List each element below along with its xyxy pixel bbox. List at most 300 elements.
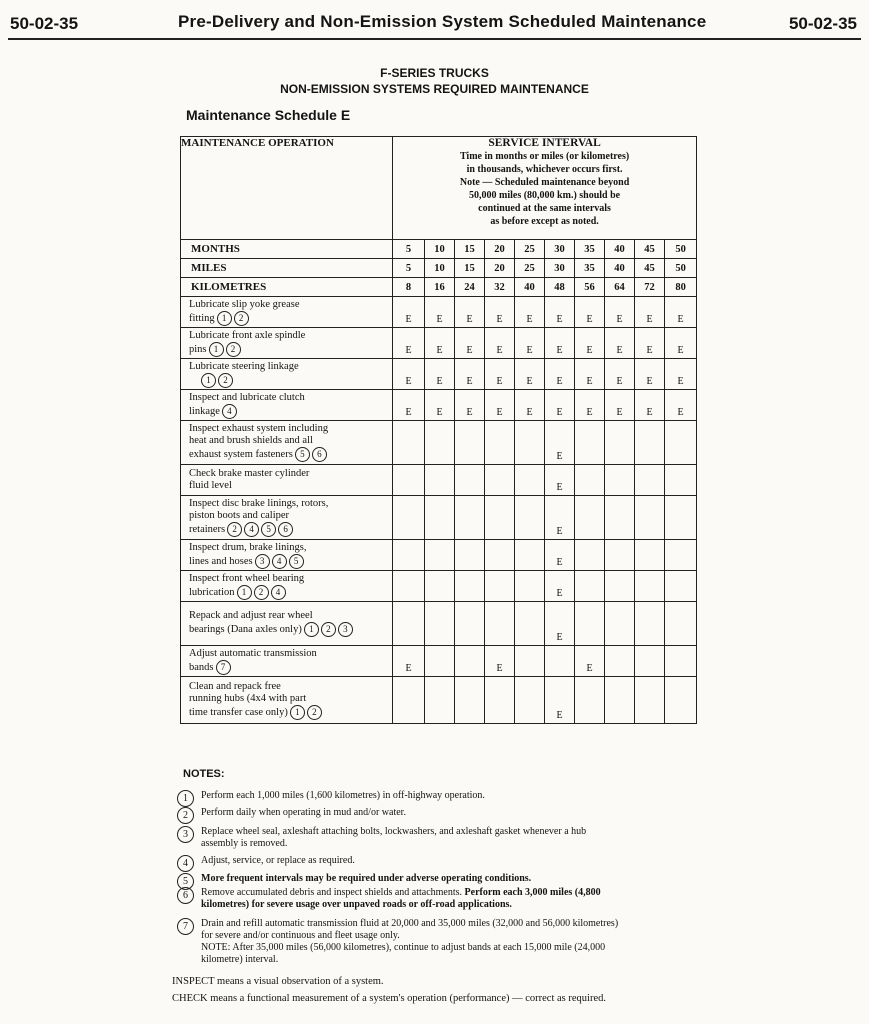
schedule-mark-cell: E [635,359,665,390]
schedule-mark-cell: E [393,297,425,328]
schedule-mark-cell [605,571,635,602]
schedule-mark-cell: E [665,328,697,359]
note-line: kilometres) for severe usage over unpaved roads or off-road applications. [201,899,512,910]
note-item [177,855,697,867]
schedule-mark-cell: E [545,390,575,421]
schedule-mark-cell [575,465,605,496]
schedule-mark-cell: E [575,328,605,359]
operation-text-line [189,480,392,492]
schedule-mark-cell: E [393,359,425,390]
table-row [181,297,697,328]
note-number-circle: 1 [177,790,194,807]
schedule-mark-cell [455,602,485,646]
schedule-mark-cell: E [545,571,575,602]
note-reference-circle: 2 [321,622,336,637]
operation-text-line [189,498,392,510]
schedule-mark-cell [515,571,545,602]
schedule-mark-cell: E [393,390,425,421]
operation-text-line [189,392,392,404]
schedule-mark-cell [425,465,455,496]
month-value: 50 [665,240,697,259]
operation-text: Check brake master cylinder [189,468,310,479]
schedule-mark-cell [635,602,665,646]
schedule-mark-cell [425,677,455,724]
schedule-mark-cell [605,540,635,571]
schedule-mark-cell [605,465,635,496]
month-value: 10 [425,240,455,259]
schedule-mark-cell [635,571,665,602]
operation-text-line [189,660,392,675]
note-number-circle: 5 [177,873,194,890]
service-interval-title: SERVICE INTERVAL [488,137,601,149]
operation-text-line [189,311,392,326]
note-reference-circle: 5 [261,522,276,537]
schedule-mark-cell: E [393,646,425,677]
note-reference-circle: 1 [209,342,224,357]
table-row [181,421,697,465]
operation-text-line [189,299,392,311]
note-reference-circle: 5 [295,447,310,462]
page-header [0,6,869,40]
subtitle-systems: NON-EMISSION SYSTEMS REQUIRED MAINTENANCE [280,82,589,96]
service-interval-line: 50,000 miles (80,000 km.) should be [469,190,621,201]
note-line: Perform daily when operating in mud and/or water. [201,807,406,818]
operation-text-line [189,585,392,600]
schedule-mark-cell: E [605,390,635,421]
schedule-mark-cell [485,465,515,496]
mile-value: 40 [605,259,635,278]
schedule-mark-cell [485,540,515,571]
schedule-mark-cell [455,646,485,677]
schedule-mark-cell: E [425,390,455,421]
note-reference-circle: 2 [254,585,269,600]
note-reference-circle: 1 [304,622,319,637]
table-row [181,328,697,359]
page-number-left: 50-02-35 [10,14,79,33]
schedule-mark-cell [635,465,665,496]
schedule-mark-cell [455,465,485,496]
note-item [177,826,697,850]
note-text [201,855,697,867]
schedule-mark-cell: E [545,602,575,646]
table-row [181,646,697,677]
month-value: 45 [635,240,665,259]
mile-value: 20 [485,259,515,278]
schedule-mark-cell [485,496,515,540]
table-row [181,677,697,724]
table-header-row [181,137,697,240]
km-value: 24 [455,278,485,297]
note-text [201,790,697,802]
schedule-mark-cell: E [575,646,605,677]
note-text [201,826,697,850]
mile-value: 30 [545,259,575,278]
mile-value: 25 [515,259,545,278]
note-item [177,807,697,819]
schedule-mark-cell [575,602,605,646]
note-line: Perform each 1,000 miles (1,600 kilometres) in off-highway operation. [201,790,485,801]
schedule-mark-cell: E [665,390,697,421]
schedule-mark-cell [635,540,665,571]
operation-text-line [189,342,392,357]
month-value: 35 [575,240,605,259]
operation-text-line [189,435,392,447]
operation-text: bands [189,661,214,673]
operation-text: retainers [189,523,226,535]
schedule-mark-cell [665,465,697,496]
note-number-circle: 4 [177,855,194,872]
operation-text-line [189,705,392,720]
note-text [201,887,697,911]
operation-text: Inspect exhaust system including [189,423,329,434]
table-row [181,390,697,421]
schedule-mark-cell [515,465,545,496]
schedule-mark-cell [455,421,485,465]
schedule-mark-cell [605,646,635,677]
km-value: 64 [605,278,635,297]
service-interval-line: Note — Scheduled maintenance beyond [459,177,630,188]
maintenance-operation-cell [181,359,393,390]
kilometres-label: KILOMETRES [181,278,393,297]
schedule-mark-cell: E [455,359,485,390]
note-item [177,918,697,966]
maintenance-operation-cell [181,465,393,496]
schedule-mark-cell [425,646,455,677]
maintenance-schedule-table [180,136,697,724]
operation-text-line [189,330,392,342]
table-row [181,496,697,540]
note-line: for severe and/or continuous and fleet usage only. [201,930,400,941]
note-line: Replace wheel seal, axleshaft attaching bolts, lockwashers, and axleshaft gasket whenever a hub [201,826,587,837]
schedule-mark-cell: E [515,297,545,328]
schedule-mark-cell [485,421,515,465]
schedule-mark-cell: E [485,328,515,359]
schedule-mark-cell [393,496,425,540]
schedule-mark-cell [515,602,545,646]
mile-value: 35 [575,259,605,278]
schedule-mark-cell: E [425,297,455,328]
operation-text: fitting [189,312,215,324]
page-number-right: 50-02-35 [788,14,857,33]
schedule-mark-cell: E [545,465,575,496]
note-item [177,873,697,885]
schedule-mark-cell [455,571,485,602]
schedule-mark-cell: E [545,540,575,571]
schedule-mark-cell [515,421,545,465]
table-row [181,359,697,390]
month-value: 40 [605,240,635,259]
schedule-mark-cell: E [575,359,605,390]
operation-text: exhaust system fasteners [189,448,293,460]
note-number-circle: 2 [177,807,194,824]
schedule-mark-cell: E [455,390,485,421]
schedule-mark-cell [425,540,455,571]
schedule-mark-cell [575,421,605,465]
schedule-mark-cell [575,677,605,724]
note-reference-circle: 2 [218,373,233,388]
schedule-mark-cell: E [515,328,545,359]
operation-text-line [189,648,392,660]
schedule-mark-cell: E [575,297,605,328]
mile-value: 45 [635,259,665,278]
month-value: 15 [455,240,485,259]
note-item [177,790,697,802]
note-reference-circle: 3 [338,622,353,637]
km-value: 32 [485,278,515,297]
maintenance-operation-cell [181,496,393,540]
table-row [181,540,697,571]
schedule-mark-cell [485,677,515,724]
schedule-mark-cell [393,465,425,496]
note-reference-circle: 1 [237,585,252,600]
operation-text-line [189,361,392,373]
schedule-mark-cell: E [605,328,635,359]
note-reference-circle: 6 [312,447,327,462]
schedule-mark-cell: E [485,359,515,390]
note-reference-circle: 2 [234,311,249,326]
km-value: 56 [575,278,605,297]
schedule-mark-cell: E [605,359,635,390]
schedule-mark-cell [485,571,515,602]
operation-text-line [189,447,392,462]
operation-text: Lubricate steering linkage [189,360,299,372]
schedule-mark-cell: E [515,359,545,390]
schedule-mark-cell [393,677,425,724]
operation-text-line [189,693,392,705]
operation-text: pins [189,343,207,355]
operation-text: lubrication [189,586,235,598]
schedule-mark-cell [515,496,545,540]
page-title: Pre-Delivery and Non-Emission System Scheduled Maintenance [178,12,707,31]
operation-text-line [189,554,392,569]
subtitle-trucks: F-SERIES TRUCKS [380,66,489,80]
schedule-mark-cell [605,421,635,465]
operation-text: fluid level [189,480,232,491]
km-value: 8 [393,278,425,297]
note-number-circle: 6 [177,887,194,904]
maintenance-operation-cell [181,646,393,677]
schedule-mark-cell [665,677,697,724]
service-interval-line: as before except as noted. [490,216,599,227]
service-interval-line: Time in months or miles (or kilometres) [459,151,630,162]
km-value: 72 [635,278,665,297]
note-line-bold: Perform each 3,000 miles (4,800 [464,887,601,898]
months-row [181,240,697,259]
schedule-mark-cell [393,540,425,571]
km-value: 16 [425,278,455,297]
operation-text-line [189,681,392,693]
operation-text: heat and brush shields and all [189,435,313,446]
schedule-mark-cell [665,646,697,677]
schedule-mark-cell [425,421,455,465]
month-value: 5 [393,240,425,259]
operation-text-line [189,610,392,622]
operation-text-line [189,573,392,585]
note-line: Adjust, service, or replace as required. [201,855,355,866]
operation-text: Lubricate slip yoke grease [189,298,300,310]
schedule-mark-cell [605,677,635,724]
schedule-mark-cell [635,421,665,465]
check-definition: CHECK means a functional measurement of a system's operation (performance) — correct as required. [172,993,606,1004]
schedule-mark-cell: E [635,328,665,359]
schedule-title: Maintenance Schedule E [186,107,351,123]
note-reference-circle: 7 [216,660,231,675]
schedule-mark-cell: E [425,328,455,359]
schedule-mark-cell [393,602,425,646]
note-text [201,807,697,819]
table-row [181,465,697,496]
operation-text-line [189,622,392,637]
note-reference-circle: 2 [307,705,322,720]
service-interval-line: in thousands, whichever occurs first. [466,164,623,175]
schedule-mark-cell [455,496,485,540]
note-line: Remove accumulated debris and inspect shields and attachments. [201,887,465,898]
schedule-mark-cell: E [485,646,515,677]
note-reference-circle: 4 [244,522,259,537]
operation-text: Repack and adjust rear wheel [189,610,313,621]
maintenance-operation-header: MAINTENANCE OPERATION [181,137,393,240]
operation-text: bearings (Dana axles only) [189,623,302,635]
operation-text: running hubs (4x4 with part [189,692,307,704]
note-reference-circle: 1 [290,705,305,720]
schedule-mark-cell [665,571,697,602]
note-reference-circle: 5 [289,554,304,569]
note-reference-circle: 2 [227,522,242,537]
month-value: 20 [485,240,515,259]
inspect-definition: INSPECT means a visual observation of a system. [172,976,384,987]
month-value: 25 [515,240,545,259]
schedule-mark-cell: E [635,390,665,421]
maintenance-operation-cell [181,390,393,421]
schedule-mark-cell: E [665,297,697,328]
operation-text-line [189,542,392,554]
operation-text: Inspect front wheel bearing [189,572,305,584]
operation-text: Inspect drum, brake linings, [189,541,307,553]
schedule-mark-cell [425,571,455,602]
month-value: 30 [545,240,575,259]
schedule-mark-cell [665,540,697,571]
operation-text: Lubricate front axle spindle [189,329,306,341]
note-reference-circle: 1 [201,373,216,388]
maintenance-operation-cell [181,602,393,646]
schedule-mark-cell [575,571,605,602]
km-value: 80 [665,278,697,297]
schedule-mark-cell: E [545,421,575,465]
schedule-mark-cell [393,421,425,465]
schedule-mark-cell [575,540,605,571]
mile-value: 15 [455,259,485,278]
note-line: assembly is removed. [201,838,288,849]
miles-label: MILES [181,259,393,278]
schedule-mark-cell: E [665,359,697,390]
schedule-mark-cell: E [515,390,545,421]
note-line: NOTE: After 35,000 miles (56,000 kilometres), continue to adjust bands at each 15,000 mile (24,000 [201,942,606,953]
operation-text: Adjust automatic transmission [189,647,317,659]
operation-text-line [189,468,392,480]
note-reference-circle: 4 [271,585,286,600]
maintenance-operation-cell [181,297,393,328]
schedule-mark-cell: E [455,297,485,328]
maintenance-operation-cell [181,540,393,571]
schedule-mark-cell [575,496,605,540]
maintenance-operation-cell [181,571,393,602]
kilometres-row [181,278,697,297]
service-interval-line: continued at the same intervals [478,203,611,214]
schedule-mark-cell: E [635,297,665,328]
schedule-mark-cell [665,496,697,540]
schedule-mark-cell [605,496,635,540]
maintenance-operation-cell [181,677,393,724]
schedule-mark-cell: E [425,359,455,390]
operation-text: Inspect and lubricate clutch [189,391,305,403]
note-reference-circle: 4 [222,404,237,419]
schedule-mark-cell [515,677,545,724]
schedule-mark-cell [605,602,635,646]
service-interval-header [393,137,697,240]
operation-text-line [189,510,392,522]
note-reference-circle: 3 [255,554,270,569]
schedule-mark-cell: E [485,297,515,328]
schedule-mark-cell: E [545,677,575,724]
schedule-mark-cell [425,602,455,646]
operation-text-line [189,423,392,435]
schedule-mark-cell [635,646,665,677]
schedule-mark-cell: E [545,359,575,390]
note-reference-circle: 1 [217,311,232,326]
schedule-mark-cell: E [393,328,425,359]
note-text [201,918,697,966]
note-line: kilometre) interval. [201,954,279,965]
miles-row [181,259,697,278]
operation-text: lines and hoses [189,555,253,567]
months-label: MONTHS [181,240,393,259]
schedule-mark-cell: E [575,390,605,421]
schedule-mark-cell: E [545,297,575,328]
schedule-mark-cell [515,540,545,571]
operation-text: Clean and repack free [189,680,281,692]
schedule-mark-cell [635,496,665,540]
table-row [181,571,697,602]
schedule-mark-cell: E [605,297,635,328]
schedule-mark-cell: E [545,496,575,540]
schedule-mark-cell [455,677,485,724]
note-text [201,873,697,885]
maintenance-operation-cell [181,421,393,465]
schedule-mark-cell: E [485,390,515,421]
mile-value: 50 [665,259,697,278]
note-reference-circle: 4 [272,554,287,569]
operation-text: Inspect disc brake linings, rotors, [189,498,329,509]
maintenance-operation-cell [181,328,393,359]
km-value: 48 [545,278,575,297]
schedule-mark-cell [425,496,455,540]
note-reference-circle: 6 [278,522,293,537]
note-reference-circle: 2 [226,342,241,357]
km-value: 40 [515,278,545,297]
notes-title: NOTES: [183,768,225,780]
schedule-mark-cell [485,602,515,646]
note-number-circle: 3 [177,826,194,843]
note-item [177,887,697,911]
note-line: More frequent intervals may be required under adverse operating conditions. [201,873,532,884]
note-number-circle: 7 [177,918,194,935]
schedule-mark-cell [635,677,665,724]
schedule-mark-cell [393,571,425,602]
operation-text-line [189,404,392,419]
schedule-mark-cell [665,421,697,465]
note-line: Drain and refill automatic transmission fluid at 20,000 and 35,000 miles (32,000 and 56,000 kilometres) [201,918,619,929]
operation-text: time transfer case only) [189,706,288,718]
